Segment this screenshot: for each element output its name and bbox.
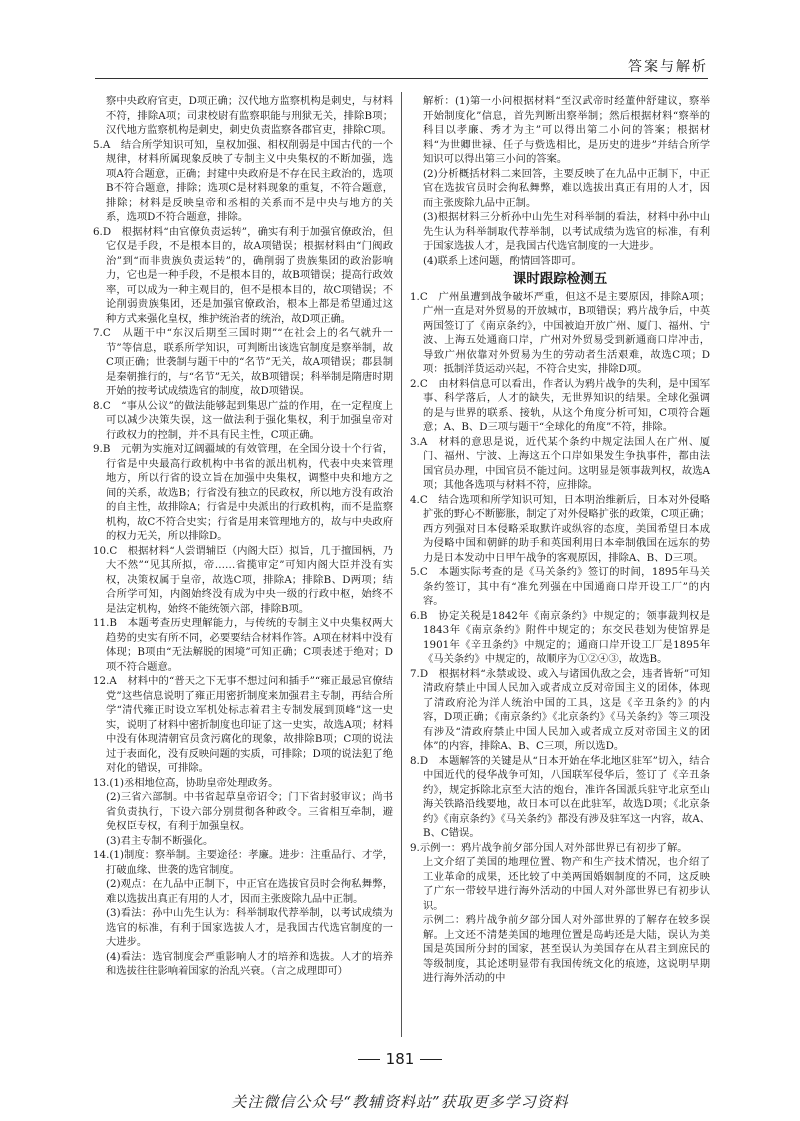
answer-paragraph: (4)看法：选官制度会严重影响人才的培养和选拔。人才的培养和选拔往往影响着国家的治乱兴衰。（言之成理即可） bbox=[106, 950, 393, 977]
left-column bbox=[93, 94, 393, 979]
column-divider bbox=[401, 92, 402, 1037]
answer-paragraph: (3)君主专制不断强化。 bbox=[106, 834, 214, 847]
answer-paragraph: 7.D 根据材料“永禁或设、或入与诸国仇敌之会，违者皆斩”可知清政府禁止中国人民加入或者成立反对帝国主义的团体，体现了清政府沦为洋人统治中国的工具，这是《辛丑条约》的内容，D项正确；《南京条约》《北京条约》《马关条约》等三项没有涉及“清政府禁止中国人民加入或者成立反对帝国主义的团体”的内容，排除A、B、C三项，所以选D。 bbox=[410, 667, 710, 752]
answer-paragraph: 8.C “事从公议”的做法能够起到集思广益的作用，在一定程度上可以减少决策失误，这一做法利于强化集权，利于加强皇帝对行政权力的控制，并不具有民主性，C项正确。 bbox=[93, 399, 393, 441]
answer-paragraph: (4)联系上述问题，酌情回答即可。 bbox=[423, 254, 582, 267]
answer-paragraph: (2)三省六部制。中书省起草皇帝诏令；门下省封驳审议；尚书省负责执行，下设六部分别贯彻各种政令。三省相互牵制，避免权臣专权，有利于加强皇权。 bbox=[106, 791, 393, 832]
page-header bbox=[95, 48, 708, 79]
dash-left bbox=[358, 1059, 380, 1061]
answer-paragraph: (2)观点：在九品中正制下，中正官在选拔官员时会徇私舞弊，难以选拔出真正有用的人才，因而主张废除九品中正制。 bbox=[106, 878, 393, 905]
answer-paragraph: 14.(1)制度：察举制。主要途径：孝廉。进步：注重品行、才学，打破血缘、世袭的选官制度。 bbox=[93, 849, 393, 876]
answer-paragraph: 示例二：鸦片战争前夕部分国人对外部世界的了解存在较多误解。上文还不清楚美国的地理位置是岛屿还是大陆，误认为美国是英国所分封的国家，甚至误认为美国存在从君主到庶民的等级制度，其论述明显带有我国传统文化的痕迹，这说明早期进行海外活动的中 bbox=[423, 914, 710, 984]
answer-paragraph: 5.A 结合所学知识可知，皇权加强、相权削弱是中国古代的一个规律，材料所属现象反映了专制主义中央集权的不断加强，选项A符合题意，正确；封建中央政府是不存在民主政治的，选项B不符合题意，排除；选项C是材料现象的重复，不符合题意，排除；材料是反映皇帝和丞相的关系而不是中央与地方的关系，选项D不符合题意，排除。 bbox=[93, 138, 393, 223]
answer-paragraph: 3.A 材料的意思是说，近代某个条约中规定法国人在广州、厦门、福州、宁波、上海这五个口岸如果发生争执事件，都由法国官员办理，中国官员不能过问。这明显是领事裁判权，故选A项；其他各选项与材料不符，应排除。 bbox=[410, 435, 710, 491]
answer-paragraph: 6.B 协定关税是1842年《南京条约》中规定的；领事裁判权是1843年《南京条约》附件中规定的；东交民巷划为使馆界是1901年《辛丑条约》中规定的；通商口岸开设工厂是1895年《马关条约》中规定的，故顺序为①②④③，故选B。 bbox=[410, 609, 710, 665]
answer-paragraph: (2)分析概括材料二来回答，主要反映了在九品中正制下，中正官在选拔官员时会徇私舞弊，难以选拔出真正有用的人才，因而主张废除九品中正制。 bbox=[423, 167, 710, 209]
answer-paragraph: 4.C 结合选项和所学知识可知，日本明治维新后，日本对外侵略扩张的野心不断膨胀，制定了对外侵略扩张的政策，C项正确；西方列强对日本侵略采取默许或纵容的态度，美国希望日本成为侵略中国和朝鲜的助手和英国利用日本牵制俄国在远东的势力是日本发动中日甲午战争的客观原因，排除A、B、D三项。 bbox=[410, 493, 710, 564]
answer-paragraph: 13.(1)丞相地位高，协助皇帝处理政务。 bbox=[93, 776, 279, 789]
answer-paragraph: 9.示例一：鸦片战争前夕部分国人对外部世界已有初步了解。 bbox=[410, 841, 688, 854]
answer-paragraph: 8.D 本题解答的关键是从“日本开始在华北地区驻军”切入，结合中国近代的侵华战争可知，八国联军侵华后，签订了《辛丑条约》，规定拆除北京至大沽的炮台，准许各国派兵驻守北京至山海关铁路沿线要地，故日本可以在此驻军，故选D项；《北京条约》《南京条约》《马关条约》都没有涉及驻军这一内容，故A、B、C错误。 bbox=[410, 754, 710, 839]
footer-note: 关注微信公众号“教辅资料站”获取更多学习资料 bbox=[231, 1093, 569, 1111]
answer-paragraph: 9.B 元朝为实施对辽阔疆域的有效管理，在全国分设十个行省，行省是中央最高行政机构中书省的派出机构，代表中央来管理地方，所以行省的设立旨在加强中央集权，调整中央和地方之间的关系，故选B；行省没有独立的民政权，所以地方没有政治的自主性，故排除A；行省是中央派出的行政机构，而不是监察机构，故C不符合史实；行省是用来管理地方的，故与中央政府的权力无关，所以排除D。 bbox=[93, 443, 393, 542]
answer-paragraph: (3)看法：孙中山先生认为：科举制取代荐举制，以考试成绩为选官的标准，有利于国家选拔人才，是我国古代选官制度的一大进步。 bbox=[106, 907, 393, 948]
answer-paragraph: 12.A 材料中的“普天之下无事不想过问和插手”“雍正最忌官僚结党”这些信息说明了雍正用密折制度来加强君主专制，再结合所学“清代雍正时设立军机处标志着君主专制发展到顶峰”这一史实，说明了材料中密折制度也印证了这一史实，故选A项；材料中没有体现清朝官员贪污腐化的现象，故排除B项；C项的说法过于表面化，没有反映问题的实质，可排除；D项的说法犯了绝对化的错误，可排除。 bbox=[93, 675, 393, 774]
answer-paragraph: 11.B 本题考查历史理解能力，与传统的专制主义中央集权两大趋势的史实有所不同，必要要结合材料作答。A项在材料中没有体现；B项由“无法解脱的困境”可知正确；C项表述于绝对；D项不符合题意。 bbox=[93, 617, 393, 673]
answer-paragraph: 10.C 根据材料“人尝谓辅臣（内阁大臣）拟旨，几于擅国柄，乃大不然”“见其所拟，帝……省揽审定”可知内阁大臣并没有实权，决策权属于皇帝，故选C项，排除A；排除B、D两项；结合所学可知，内阁始终没有成为中央一级的行政中枢，始终不是法定机构，始终不能统领六部，排除B项。 bbox=[93, 544, 393, 615]
answer-paragraph: 2.C 由材料信息可以看出，作者认为鸦片战争的失利，是中国军事、科学落后，人才的缺失，无世界知识的结果。全球化强调的是与世界的联系、接轨，从这个角度分析可知，C项符合题意；A、B、D三项与题干“全球化的角度”不符，排除。 bbox=[410, 377, 710, 433]
answer-paragraph: 7.C 从题干中“东汉后期至三国时期”“在社会上的名气就升一节”等信息，联系所学知识，可判断出该选官制度是察举制，故C项正确；世袭制与题干中的“名节”无关，故A项错误；郡县制是秦朝推行的，与“名节”无关，故B项错误；科举制是隋唐时期开始的按考试成绩选官的制度，故D项错误。 bbox=[93, 327, 393, 397]
answer-paragraph: 上文介绍了美国的地理位置、物产和生产技术情况，也介绍了工业革命的成果，还比较了中美两国婚姻制度的不同，这反映了广东一带较早进行海外活动的中国人对外部世界已有初步认识。 bbox=[423, 856, 710, 912]
answer-paragraph: 察中央政府官吏，D项正确；汉代地方监察机构是刺史，与材料不符，排除A项；司隶校尉有监察职能与刑狱无关，排除B项；汉代地方监察机构是刺史，刺史负责监察各郡官吏，排除C项。 bbox=[106, 95, 393, 136]
right-column bbox=[410, 94, 710, 986]
answer-paragraph: 解析：(1)第一小问根据材料“至汉武帝时经董仲舒建议，察举开始制度化”信息，首先判断出察举制；然后根据材料“察举的科目以孝廉、秀才为主”可以得出第二小问的答案；根据材料“为世卿世禄、任子与赀选相比，是历史的进步”并结合所学知识可以得出第三小问的答案。 bbox=[423, 95, 710, 165]
page-number-text: 181 bbox=[385, 1050, 415, 1068]
answer-paragraph: 6.D 根据材料“由官僚负责运转”，确实有利于加强官僚政治，但它仅是手段，不是根本目的，故A项错误；根据材料由“门阀政治”到“而非贵族负责运转”的，确削弱了贵族集团的政治影响力，它也是一种手段，不是根本目的，故B项错误；提高行政效率，可以成为一种主观目的，但不是根本目的，故C项错误；不论削弱贵族集团，还是加强官僚政治，根本上都是希望通过这种方式来强化皇权，维护统治者的统治，故D项正确。 bbox=[93, 225, 393, 325]
header-title: 答案与解析 bbox=[628, 59, 708, 75]
section-title: 课时跟踪检测五 bbox=[512, 271, 608, 287]
answer-paragraph: 1.C 广州虽遭到战争破坏严重，但这不是主要原因，排除A项；广州一直是对外贸易的开放城市，B项错误；鸦片战争后，中英两国签订了《南京条约》，中国被迫开放广州、厦门、福州、宁波、上海五处通商口岸，广州对外贸易受到新通商口岸冲击，导致广州依靠对外贸易为生的劳动者生活艰难，故选C项；D项：抵制洋货运动兴起，不符合史实，排除D项。 bbox=[410, 290, 710, 375]
page-number bbox=[0, 1050, 800, 1068]
answer-paragraph: (3)根据材料三分析孙中山先生对科举制的看法，材料中孙中山先生认为科举制取代荐举制，以考试成绩为选官的标准，有利于国家选拔人才，是我国古代选官制度的一大进步。 bbox=[423, 211, 710, 252]
answer-paragraph: 5.C 本题实际考查的是《马关条约》签订的时间，1895年马关条约签订，其中有“准允列强在中国通商口岸开设工厂”的内容。 bbox=[410, 566, 710, 607]
dash-right bbox=[420, 1059, 442, 1061]
